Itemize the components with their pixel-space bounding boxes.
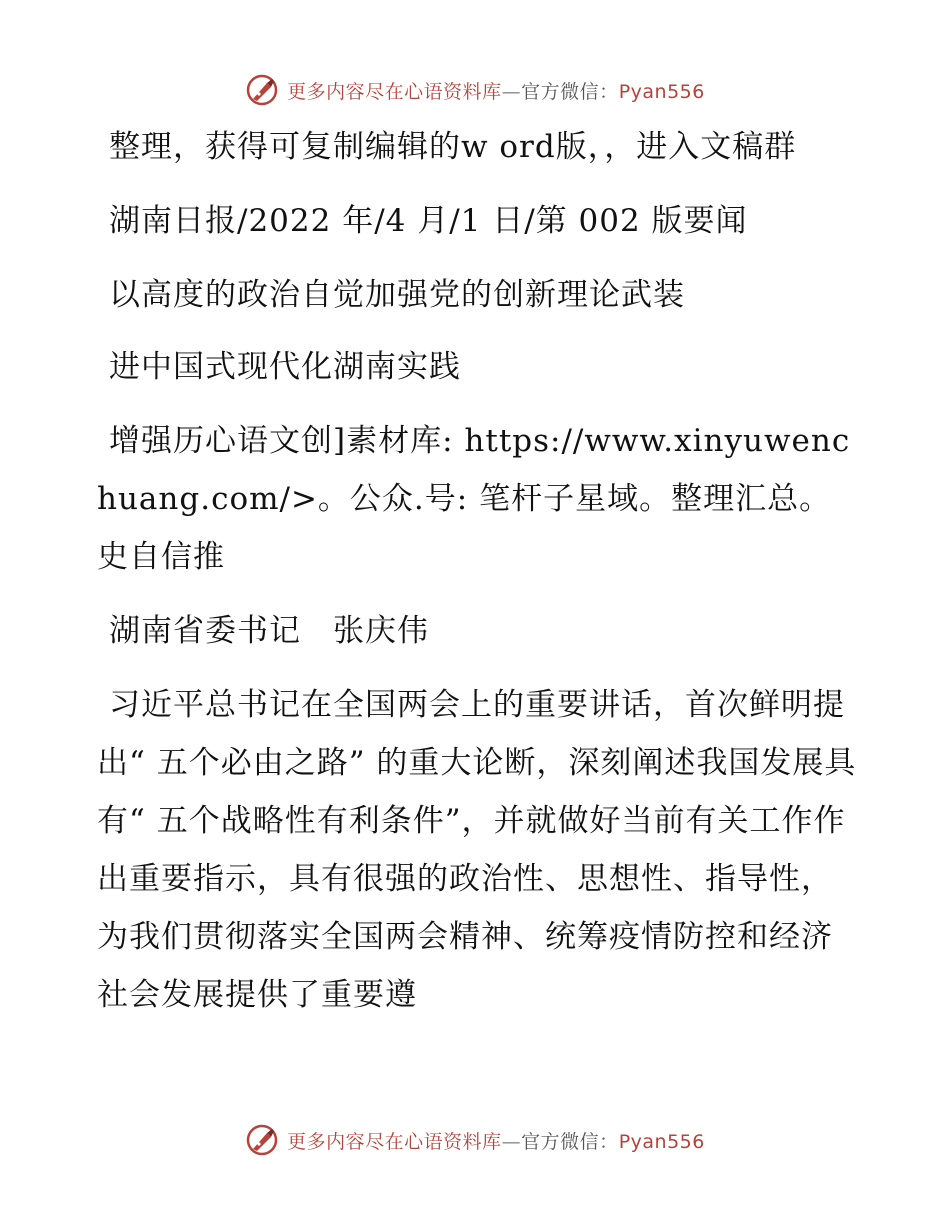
document-body bbox=[97, 118, 857, 1040]
doc-paragraph-source: 湖南日报/2022 年/4 月/1 日/第 002 版要闻 bbox=[109, 203, 748, 239]
doc-paragraph-watermark-note: 增强历心语文创]素材库: https://www.xinyuwenchuang.com/>。公众.号: 笔杆子星域。整理汇总。史自信推 bbox=[97, 423, 851, 575]
doc-paragraph-title-line1: 以高度的政治自觉加强党的创新理论武装 bbox=[109, 277, 685, 313]
banner-label: 官方微信： bbox=[521, 80, 619, 103]
banner-text bbox=[287, 1127, 705, 1154]
banner-label: 官方微信： bbox=[521, 1130, 619, 1153]
doc-paragraph-intro: 整理，获得可复制编辑的w ord版，，进入文稿群 bbox=[109, 129, 797, 165]
header-watermark-banner bbox=[0, 70, 950, 110]
footer-watermark-banner bbox=[0, 1120, 950, 1160]
doc-paragraph-title-line2: 进中国式现代化湖南实践 bbox=[109, 349, 461, 385]
pen-nib-logo-icon bbox=[245, 1123, 279, 1157]
doc-paragraph-author: 湖南省委书记 张庆伟 bbox=[109, 613, 429, 649]
banner-text bbox=[287, 77, 705, 104]
doc-paragraph-body: 习近平总书记在全国两会上的重要讲话，首次鲜明提出“ 五个必由之路” 的重大论断，深刻阐述我国发展具有“ 五个战略性有利条件”，并就做好当前有关工作作出重要指示，具有很强的政治性、思想性、指导性，为我们贯彻落实全国两会精神、统筹疫情防控和经济社会发展提供了重要遵 bbox=[97, 687, 857, 1013]
banner-main-text: 更多内容尽在心语资料库 bbox=[287, 1130, 502, 1153]
banner-wechat-id: Pyan556 bbox=[618, 80, 705, 103]
banner-wechat-id: Pyan556 bbox=[618, 1130, 705, 1153]
banner-separator: — bbox=[501, 80, 522, 103]
banner-main-text: 更多内容尽在心语资料库 bbox=[287, 80, 502, 103]
banner-separator: — bbox=[501, 1130, 522, 1153]
pen-nib-logo-icon bbox=[245, 73, 279, 107]
